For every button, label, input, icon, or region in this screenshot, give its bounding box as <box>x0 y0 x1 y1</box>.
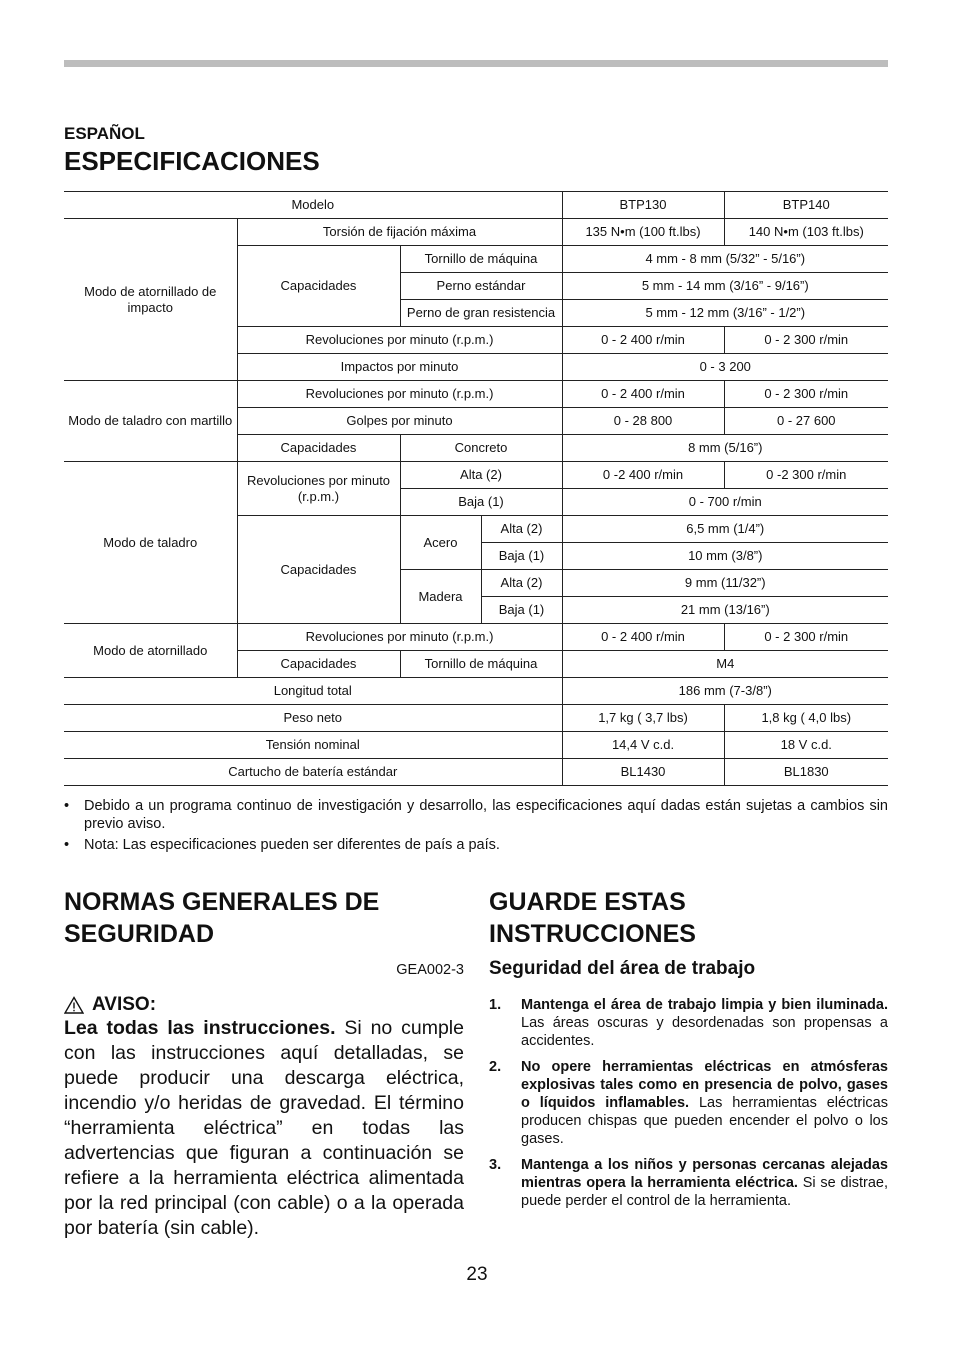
table-cell: Capacidades <box>237 651 400 678</box>
table-cell: 0 - 2 300 r/min <box>724 327 888 354</box>
specifications-table <box>64 191 888 786</box>
warning-body: Si no cumple con las instrucciones aquí detalladas, se puede producir una descarga eléctrica, incendio y/o heridas de gravedad. El término “herramienta eléctrica” en todas las advertencias que figuran a continuación se refiere a la herramienta eléctrica alimentada por la red principal (con cable) o a la operada por batería (sin cable). <box>64 1017 464 1239</box>
table-cell: Alta (2) <box>400 462 562 489</box>
table-cell: Revoluciones por minuto (r.p.m.) <box>237 462 400 516</box>
table-cell: Longitud total <box>64 678 562 705</box>
table-cell: Modo de taladro <box>64 462 237 624</box>
table-cell: Revoluciones por minuto (r.p.m.) <box>237 327 562 354</box>
list-item <box>489 1058 888 1148</box>
table-cell: Impactos por minuto <box>237 354 562 381</box>
table-cell: Cartucho de batería estándar <box>64 759 562 786</box>
table-cell: BTP130 <box>562 192 724 219</box>
warning-text <box>64 1016 464 1241</box>
table-cell: 4 mm - 8 mm (5/32” - 5/16”) <box>562 246 888 273</box>
table-cell: Torsión de fijación máxima <box>237 219 562 246</box>
table-row <box>64 624 888 651</box>
table-cell: Tornillo de máquina <box>400 651 562 678</box>
list-item: • Nota: Las especificaciones pueden ser diferentes de país a país. <box>64 836 888 854</box>
table-cell: 0 -2 400 r/min <box>562 462 724 489</box>
table-cell: Baja (1) <box>481 543 562 570</box>
table-cell: 21 mm (13/16”) <box>562 597 888 624</box>
list-item <box>489 996 888 1050</box>
table-cell: Baja (1) <box>481 597 562 624</box>
table-cell: 9 mm (11/32”) <box>562 570 888 597</box>
table-cell: Modelo <box>64 192 562 219</box>
table-cell: 0 - 2 400 r/min <box>562 381 724 408</box>
item-text: Las áreas oscuras y desordenadas son propensas a accidentes. <box>521 1015 888 1049</box>
table-cell: 186 mm (7-3/8”) <box>562 678 888 705</box>
table-row <box>64 381 888 408</box>
warning-lead: Lea todas las instrucciones. <box>64 1017 336 1039</box>
table-cell: Acero <box>400 516 481 570</box>
table-cell: Baja (1) <box>400 489 562 516</box>
table-row <box>64 732 888 759</box>
item-number: 3. <box>489 1157 502 1173</box>
item-number: 1. <box>489 997 502 1013</box>
table-cell: BL1830 <box>724 759 888 786</box>
section-title: NORMAS GENERALES DE SEGURIDAD <box>64 888 380 948</box>
table-cell: Concreto <box>400 435 562 462</box>
table-cell: 5 mm - 14 mm (3/16” - 9/16”) <box>562 273 888 300</box>
table-cell: Peso neto <box>64 705 562 732</box>
item-number: 2. <box>489 1059 502 1075</box>
table-cell: 8 mm (5/16”) <box>562 435 888 462</box>
warning-triangle-icon <box>64 996 84 1014</box>
table-cell: 0 -2 300 r/min <box>724 462 888 489</box>
table-cell: 0 - 700 r/min <box>562 489 888 516</box>
table-cell: Capacidades <box>237 516 400 624</box>
table-cell: Revoluciones por minuto (r.p.m.) <box>237 381 562 408</box>
table-cell: BL1430 <box>562 759 724 786</box>
section-title: GUARDE ESTAS INSTRUCCIONES <box>489 888 696 948</box>
table-cell: 0 - 28 800 <box>562 408 724 435</box>
item-lead: Mantenga a los niños y personas cercanas alejadas mientras opera la herramienta eléctrica. <box>521 1157 888 1191</box>
table-cell: Modo de taladro con martillo <box>64 381 237 462</box>
item-text: Si se distrae, puede perder el control de la herramienta. <box>521 1175 888 1209</box>
table-cell: M4 <box>562 651 888 678</box>
item-lead: Mantenga el área de trabajo limpia y bien iluminada. <box>521 997 888 1013</box>
table-cell: Tensión nominal <box>64 732 562 759</box>
table-cell: Alta (2) <box>481 516 562 543</box>
table-row <box>64 759 888 786</box>
table-cell: 14,4 V c.d. <box>562 732 724 759</box>
table-cell: 0 - 2 400 r/min <box>562 327 724 354</box>
table-cell: Modo de atornillado <box>64 624 237 678</box>
table-cell: 135 N•m (100 ft.lbs) <box>562 219 724 246</box>
table-cell: 0 - 3 200 <box>562 354 888 381</box>
table-cell: Perno estándar <box>400 273 562 300</box>
table-cell: 0 - 2 300 r/min <box>724 624 888 651</box>
list-item <box>489 1156 888 1210</box>
language-label: ESPAÑOL <box>64 124 145 143</box>
warning-label: AVISO: <box>92 994 157 1015</box>
table-cell: 10 mm (3/8”) <box>562 543 888 570</box>
header-rule <box>64 60 888 67</box>
table-cell: Tornillo de máquina <box>400 246 562 273</box>
table-cell: 140 N•m (103 ft.lbs) <box>724 219 888 246</box>
item-lead: No opere herramientas eléctricas en atmósferas explosivas tales como en presencia de polvo, gases o líquidos inflamables. <box>521 1059 888 1111</box>
table-cell: Golpes por minuto <box>237 408 562 435</box>
table-row <box>64 192 888 219</box>
subsection-title: Seguridad del área de trabajo <box>489 958 756 979</box>
table-cell: Perno de gran resistencia <box>400 300 562 327</box>
table-cell: 1,8 kg ( 4,0 lbs) <box>724 705 888 732</box>
safety-list <box>489 996 888 1210</box>
table-row <box>64 462 888 489</box>
table-row <box>64 678 888 705</box>
item-text: Las herramientas eléctricas producen chispas que pueden encender el polvo o los gases. <box>521 1095 888 1147</box>
list-item: • Debido a un programa continuo de investigación y desarrollo, las especificaciones aquí dadas están sujetas a cambios sin previo aviso. <box>64 797 888 833</box>
safety-rules-section <box>64 886 464 1241</box>
table-cell: BTP140 <box>724 192 888 219</box>
table-cell: Alta (2) <box>481 570 562 597</box>
page-number: 23 <box>466 1264 488 1285</box>
save-instructions-section <box>489 886 888 1218</box>
table-cell: 0 - 2 400 r/min <box>562 624 724 651</box>
table-cell: 1,7 kg ( 3,7 lbs) <box>562 705 724 732</box>
table-cell: 18 V c.d. <box>724 732 888 759</box>
spec-notes <box>64 797 888 857</box>
specifications-title: ESPECIFICACIONES <box>64 146 320 176</box>
table-cell: Modo de atornillado de impacto <box>64 219 237 381</box>
table-cell: 6,5 mm (1/4”) <box>562 516 888 543</box>
table-cell: Capacidades <box>237 246 400 327</box>
table-cell: 5 mm - 12 mm (3/16” - 1/2”) <box>562 300 888 327</box>
table-row <box>64 705 888 732</box>
document-code: GEA002-3 <box>396 962 464 978</box>
table-cell: Revoluciones por minuto (r.p.m.) <box>237 624 562 651</box>
table-cell: Madera <box>400 570 481 624</box>
warning-heading <box>64 994 464 1016</box>
table-cell: 0 - 27 600 <box>724 408 888 435</box>
table-cell: 0 - 2 300 r/min <box>724 381 888 408</box>
table-cell: Capacidades <box>237 435 400 462</box>
table-row <box>64 219 888 246</box>
